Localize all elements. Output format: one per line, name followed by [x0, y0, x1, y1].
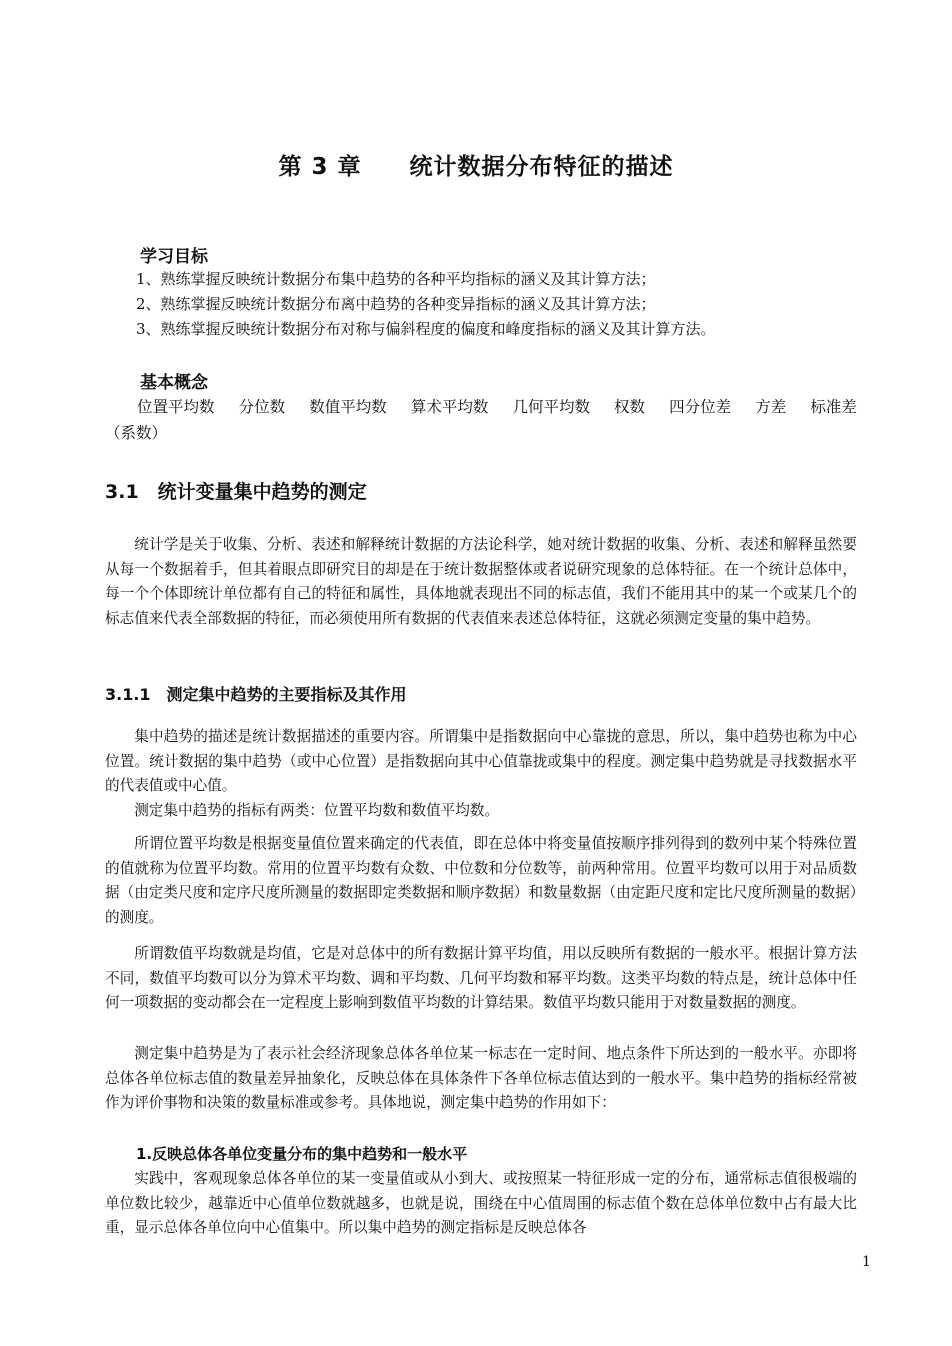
concept-term: 算术平均数	[410, 398, 489, 416]
concept-term: 权数	[614, 398, 646, 416]
concept-term: 标准差	[810, 398, 857, 416]
body-paragraph-1: 集中趋势的描述是统计数据描述的重要内容。所谓集中是指数据向中心靠拢的意思，所以，集中趋势也称为中心位置。统计数据的集中趋势（或中心位置）是指数据向其中心值靠拢或集中的程度。测定集中趋势就是寻找数据水平的代表值或中心值。	[105, 728, 857, 795]
objective-item-2: 2、熟练掌握反映统计数据分布离中趋势的各种变异指标的涵义及其计算方法；	[136, 295, 656, 313]
concept-term: 几何平均数	[512, 398, 590, 416]
subsection-heading: 3.1.1 测定集中趋势的主要指标及其作用	[105, 685, 407, 704]
item-paragraph: 实践中，客观现象总体各单位的某一变量值或从小到大、或按照某一特征形成一定的分布，通常标志值很极端的单位数比较少，越靠近中心值单位数就越多，也就是说，围绕在中心值周围的标志值个数在总体单位数中占有最大比重，显示总体各单位向中心值集中。所以集中趋势的测定指标是反映总体各	[105, 1170, 857, 1237]
section-heading: 3.1 统计变量集中趋势的测定	[105, 481, 367, 503]
concept-continuation: （系数）	[105, 424, 168, 442]
objective-item-1: 1、熟练掌握反映统计数据分布集中趋势的各种平均指标的涵义及其计算方法；	[136, 270, 656, 288]
body-paragraph-5: 测定集中趋势是为了表示社会经济现象总体各单位某一标志在一定时间、地点条件下所达到的一般水平。亦即将总体各单位标志值的数量差异抽象化，反映总体在具体条件下各单位标志值达到的一般水平。集中趋势的指标经常被作为评价事物和决策的数量标准或参考。具体地说，测定集中趋势的作用如下：	[105, 1045, 857, 1112]
page-number: 1	[862, 1254, 871, 1270]
concepts-heading: 基本概念	[140, 373, 208, 393]
concept-term: 数值平均数	[309, 398, 387, 416]
body-paragraph-2: 测定集中趋势的指标有两类：位置平均数和数值平均数。	[134, 802, 500, 819]
concept-term: 四分位差	[669, 398, 732, 416]
body-paragraph-4: 所谓数值平均数就是均值，它是对总体中的所有数据计算平均值，用以反映所有数据的一般水平。根据计算方法不同，数值平均数可以分为算术平均数、调和平均数、几何平均数和幂平均数。这类平均数的特点是，统计总体中任何一项数据的变动都会在一定程度上影响到数值平均数的计算结果。数值平均数只能用于对数量数据的测度。	[105, 945, 857, 1012]
objectives-heading: 学习目标	[140, 247, 208, 267]
item-heading: 1.反映总体各单位变量分布的集中趋势和一般水平	[136, 1145, 468, 1163]
concept-list	[105, 394, 857, 446]
body-paragraph-3: 所谓位置平均数是根据变量值位置来确定的代表值，即在总体中将变量值按顺序排列得到的数列中某个特殊位置的值就称为位置平均数。常用的位置平均数有众数、中位数和分位数等，前两种常用。位置平均数可以用于对品质数据（由定类尺度和定序尺度所测量的数据即定类数据和顺序数据）和数量数据（由定距尺度和定比尺度所测量的数据）的测度。	[105, 835, 857, 926]
objective-item-3: 3、熟练掌握反映统计数据分布对称与偏斜程度的偏度和峰度指标的涵义及其计算方法。	[136, 320, 716, 338]
chapter-title: 第 3 章 统计数据分布特征的描述	[278, 154, 674, 180]
concept-term: 位置平均数	[137, 398, 215, 416]
concept-term: 分位数	[238, 398, 286, 416]
concept-term: 方差	[755, 398, 787, 416]
section-intro-paragraph: 统计学是关于收集、分析、表述和解释统计数据的方法论科学，她对统计数据的收集、分析、表述和解释虽然要从每一个数据着手，但其着眼点即研究目的却是在于统计数据整体或者说研究现象的总体特征。在一个统计总体中，每一个个体即统计单位都有自己的特征和属性，具体地就表现出不同的标志值，我们不能用其中的某一个或某几个的标志值来代表全部数据的特征，而必须使用所有数据的代表值来表述总体特征，这就必须测定变量的集中趋势。	[105, 536, 857, 627]
